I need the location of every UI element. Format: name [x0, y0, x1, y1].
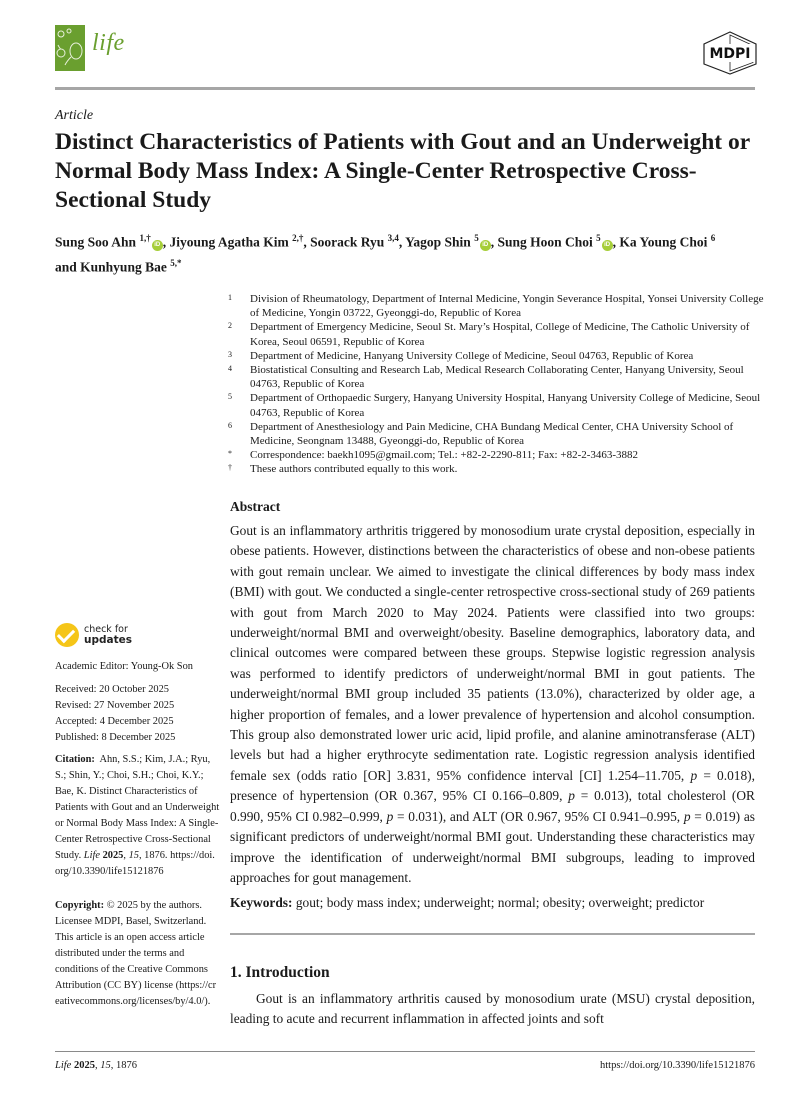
author-affil-marker: 5 — [596, 233, 601, 243]
keywords — [230, 895, 770, 911]
section-divider — [230, 933, 755, 935]
affiliation: 3 Department of Medicine, Hanyang University College of Medicine, Seoul 04763, Republic of Korea — [228, 349, 694, 362]
accepted-date: Accepted: 4 December 2025 — [55, 716, 174, 727]
copyright-block — [55, 898, 220, 1010]
citation-doi-link[interactable]: https://doi.org/10.3390/life15121876 — [55, 850, 215, 877]
published-date: Published: 8 December 2025 — [55, 732, 176, 743]
abstract-heading: Abstract — [230, 499, 281, 514]
affiliation: 1 Division of Rheumatology, Department of Internal Medicine, Yongin Severance Hospital, Yonsei University College of Medicine, Yongin 03722, Gyeonggi-do, Republic of Korea — [228, 293, 764, 320]
author-list: Sung Soo Ahn $^{1,\dagger}$iD , Jiyoung Agatha Kim $^{2,\dagger}$, Soorack Ryu $^{3,4}$, Yagop Shin $^5$iD , Sung Hoon Choi $^5$iD , Ka Young Choi $^6$ and Kunhyung Bae $^{5,*}$ — [55, 233, 716, 274]
author: Soorack Ryu — [310, 234, 385, 250]
author: Sung Soo Ahn — [55, 234, 137, 250]
author: Ka Young Choi — [619, 234, 708, 250]
author: Kunhyung Bae — [80, 259, 167, 274]
affiliation: 2 Department of Emergency Medicine, Seoul St. Mary’s Hospital, College of Medicine, The Catholic University of Korea, Seoul 06591, Republic of Korea — [228, 321, 750, 348]
author-affil-marker: 6 — [710, 233, 716, 243]
equal-contribution-note: † These authors contributed equally to this work. — [228, 463, 458, 476]
keywords-label: Keywords: — [230, 895, 293, 910]
header-divider — [55, 87, 755, 90]
keywords-text: gout; body mass index; underweight; normal; obesity; overweight; predictor — [292, 895, 705, 910]
check-updates-line2: updates — [84, 633, 132, 646]
author: Yagop Shin — [405, 234, 471, 250]
introduction-text: Gout is an inflammatory arthritis caused by monosodium urate (MSU) crystal deposition, leading to acute and recurrent inflammation in affected joints and soft — [230, 991, 755, 1027]
article-type: Article — [55, 108, 94, 123]
author-affil-marker: 3,4 — [387, 233, 399, 243]
journal-name: life — [92, 30, 125, 56]
revised-date: Revised: 27 November 2025 — [55, 700, 175, 711]
copyright-label: Copyright: — [55, 900, 105, 911]
introduction-heading: 1. Introduction — [230, 964, 330, 981]
author-joiner: and — [55, 259, 77, 274]
check-updates-line1: check for — [84, 623, 128, 635]
license-link[interactable]: (https://creativecommons.org/licenses/by/4.0/). — [55, 980, 217, 1007]
citation-volume: 15 — [128, 850, 139, 861]
citation-text: Ahn, S.S.; Kim, J.A.; Ryu, S.; Shin, Y.; Choi, S.H.; Choi, K.Y.; Bae, K. Distinct Characteristics of Patients with Gout and an Underweight or Normal Body Mass Index: A Single-Center Retrospective Cross-Sectional Study. — [55, 754, 220, 861]
correspondence: * Correspondence: baekh1095@gmail.com; Tel.: +82-2-2290-811; Fax: +82-2-3463-3882 — [228, 449, 639, 462]
author: Jiyoung Agatha Kim — [169, 234, 289, 250]
article-title: Distinct Characteristics of Patients with Gout and an Underweight or Normal Body Mass Index: A Single-Center Retrospective Cross-Sectional Study — [55, 129, 750, 213]
check-icon — [55, 623, 79, 647]
citation-label: Citation: — [55, 754, 95, 765]
orcid-icon[interactable]: iD — [152, 240, 163, 251]
author-affil-marker: 2,† — [292, 233, 304, 243]
citation-journal: Life — [83, 850, 100, 861]
footer-citation: Life 2025, 15, 1876 — [55, 1060, 137, 1071]
citation-year: 2025 — [102, 850, 124, 861]
author-affil-marker: 5,* — [170, 257, 182, 268]
citation-pages: , 1876. — [138, 850, 168, 861]
affiliation: 5 Department of Orthopaedic Surgery, Hanyang University Hospital, Hanyang University College of Medicine, Seoul 04763, Republic of Korea — [228, 392, 761, 419]
footer-divider — [55, 1051, 755, 1052]
mdpi-logo-icon — [700, 30, 760, 76]
abstract-text: Gout is an inflammatory arthritis triggered by monosodium urate crystal deposition, especially in obese patients. However, distinctions between the characteristics of obese and non-obese patients with gout remain unclear. We aimed to investigate the clinical differences by body mass index (BMI) with gout. We conducted a single-center retrospective cross-sectional study of 269 patients with gout from March 2020 to May 2024. Patients were classified into two groups: underweight/normal BMI and overweight/obesity. Baseline demographics, laboratory data, and clinical outcomes were compared between these groups. Stepwise logistic regression analysis was performed to identify predictors of underweight/normal BMI in gout patients. The underweight/normal BMI group included 35 patients (13.0%), characterized by older age, a higher proportion of females, and a lower prevalence of hypertension and alcohol consumption. This group also demonstrated lower uric acid, lipid profile, and alanine aminotransferase (ALT) levels but had a higher erythrocyte sedimentation rate. Logistic regression analysis identified female sex (odds ratio [OR] 3.831, 95% confidence interval [CI] 1.254–11.705, p = 0.018), presence of hypertension (OR 0.367, 95% CI 0.166–0.809, p = 0.013), total cholesterol (OR 0.990, 95% CI 0.982–0.999, p = 0.031), and ALT (OR 0.967, 95% CI 0.941–0.995, p = 0.019) as significant predictors of underweight/normal BMI gout. Understanding these characteristics may improve the identification of underweight/normal BMI subgroups, leading to improved approaches for gout management. — [230, 523, 756, 885]
affiliation: 4 Biostatistical Consulting and Research Lab, Medical Research Collaborating Center, Hanyang University, Seoul 04763, Republic of Korea — [228, 364, 744, 391]
svg-text:MDPI: MDPI — [709, 46, 751, 62]
author-affil-marker: 5 — [474, 233, 479, 243]
citation-block: Citation: Ahn, S.S.; Kim, J.A.; Ryu, S.; Shin, Y.; Choi, S.H.; Choi, K.Y.; Bae, K. Distinct Characteristics of Patients with Gout and an Underweight or Normal Body Mass Index: A Single-Center Retrospective Cross-Sectional Study. Life 2025, 15, 1876. https://doi.org/10.3390/life15121876 — [55, 754, 220, 877]
copyright-text: © 2025 by the authors. Licensee MDPI, Basel, Switzerland. This article is an open access article distributed under the terms and conditions of the Creative Commons Attribution (CC BY) license — [55, 900, 208, 991]
affiliation-list — [228, 292, 768, 477]
academic-editor: Academic Editor: Young-Ok Son — [55, 661, 193, 672]
journal-logo-icon — [55, 25, 85, 71]
received-date: Received: 20 October 2025 — [55, 684, 169, 695]
author-affil-marker: 1,† — [139, 233, 151, 243]
orcid-icon[interactable]: iD — [602, 240, 613, 251]
orcid-icon[interactable]: iD — [480, 240, 491, 251]
author: Sung Hoon Choi — [497, 234, 593, 250]
affiliation: 6 Department of Anesthesiology and Pain Medicine, CHA Bundang Medical Center, CHA University School of Medicine, Seongnam 13488, Gyeonggi-do, Republic of Korea — [228, 420, 734, 448]
footer-doi-link[interactable]: https://doi.org/10.3390/life15121876 — [600, 1060, 755, 1071]
check-for-updates-button[interactable] — [55, 623, 132, 647]
